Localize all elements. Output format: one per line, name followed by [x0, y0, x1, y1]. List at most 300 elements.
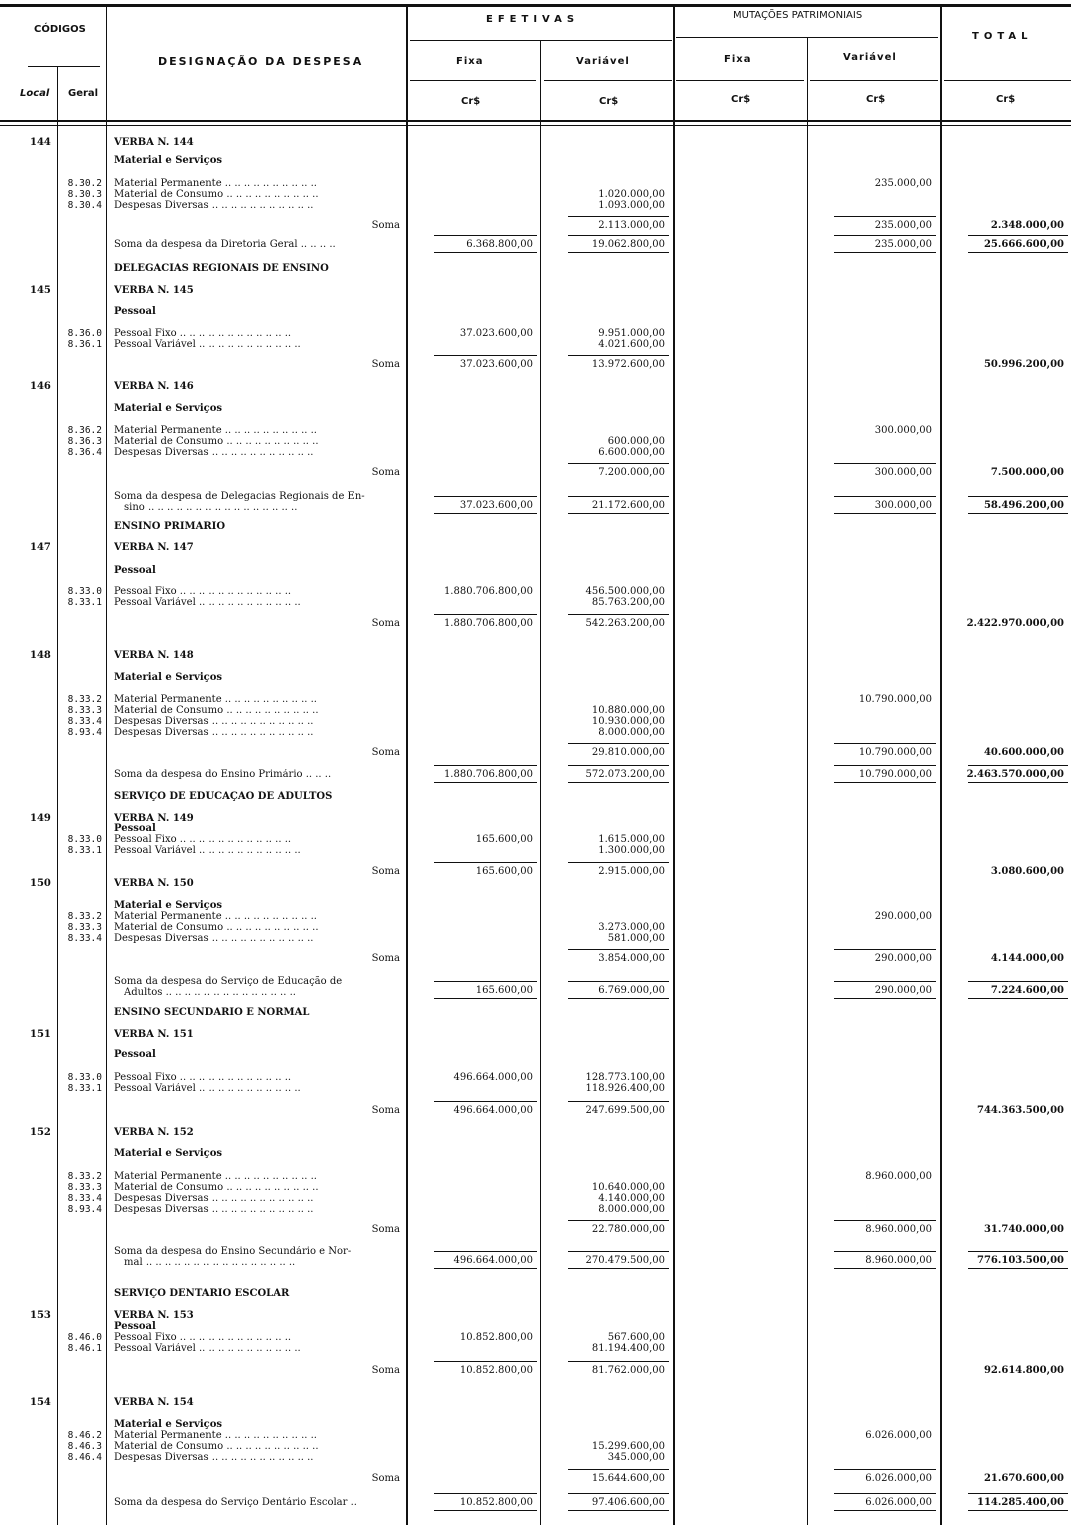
efetivas-variavel-value: 118.926.400,00 [585, 1083, 665, 1094]
item-label: Pessoal Fixo .. .. .. .. .. .. .. .. .. .. .. .. [114, 586, 292, 597]
item-label: Material de Consumo .. .. .. .. .. .. .. .. .. .. [114, 922, 319, 933]
item-label: Material de Consumo .. .. .. .. .. .. .. .. .. .. [114, 189, 319, 200]
total-rule-top [434, 496, 537, 497]
sum-rule [568, 949, 669, 950]
item-label: Material Permanente .. .. .. .. .. .. .. .. .. .. [114, 1171, 317, 1182]
local-code: 153 [30, 1310, 51, 1321]
soma-label: Soma [371, 1224, 400, 1235]
local-code: 150 [30, 878, 51, 889]
total-rule-top [434, 765, 537, 766]
efetivas-variavel-value: 270.479.500,00 [585, 1255, 665, 1266]
geral-code: 8.33.0 [67, 1072, 102, 1083]
item-label: Material Permanente .. .. .. .. .. .. .. .. .. .. [114, 694, 317, 705]
total-rule-bottom [568, 252, 669, 253]
efetivas-variavel-value: 7.200.000,00 [598, 467, 665, 478]
total-value: 50.996.200,00 [983, 359, 1064, 370]
efetivas-variavel-value: 97.406.600,00 [591, 1497, 665, 1508]
efetivas-variavel-value: 22.780.000,00 [591, 1224, 665, 1235]
item-label: Soma da despesa do Ensino Secundário e Nor- [114, 1246, 352, 1257]
efetivas-variavel-value: 247.699.500,00 [585, 1105, 665, 1116]
geral-code: 8.36.3 [67, 436, 102, 447]
geral-divider [106, 4, 107, 1525]
total-rule-bottom [968, 1510, 1068, 1511]
efetivas-fixa-value: 165.600,00 [475, 866, 533, 877]
total-rule-top [968, 496, 1068, 497]
total-rule-top [834, 765, 936, 766]
geral-code: 8.36.0 [67, 328, 102, 339]
efetivas-variavel-value: 9.951.000,00 [598, 328, 665, 339]
geral-code: 8.33.3 [67, 1182, 102, 1193]
total-rule-bottom [434, 998, 537, 999]
item-label: Soma da despesa do Serviço Dentário Escolar .. [114, 1497, 357, 1508]
efetivas-variavel-value: 1.300.000,00 [598, 845, 665, 856]
section-label: VERBA N. 144 [114, 137, 194, 148]
item-label: Pessoal Fixo .. .. .. .. .. .. .. .. .. .. .. .. [114, 834, 292, 845]
efetivas-variavel-value: 29.810.000,00 [591, 747, 665, 758]
currency-efetivas-fixa: Cr$ [461, 96, 481, 107]
mutacoes-variavel-value: 6.026.000,00 [865, 1430, 932, 1441]
section-label: Material e Serviços [114, 1419, 223, 1430]
total-rule-top [968, 235, 1068, 236]
total-rule-top [434, 981, 537, 982]
local-code: 144 [30, 137, 51, 148]
item-label: Despesas Diversas .. .. .. .. .. .. .. .. .. .. .. [114, 1193, 314, 1204]
desc-divider [406, 4, 408, 1525]
mutacoes-variavel-value: 300.000,00 [874, 500, 932, 511]
local-code: 154 [30, 1397, 51, 1408]
total-value: 40.600.000,00 [983, 747, 1064, 758]
total-rule-bottom [834, 1268, 936, 1269]
section-label: VERBA N. 151 [114, 1029, 194, 1040]
total-rule-top [834, 981, 936, 982]
efetivas-fixa-value: 165.600,00 [475, 985, 533, 996]
efetivas-fixa-value: 37.023.600,00 [459, 359, 533, 370]
total-value: 114.285.400,00 [977, 1497, 1064, 1508]
efetivas-variavel-value: 15.644.600,00 [591, 1473, 665, 1484]
item-label: Pessoal Variável .. .. .. .. .. .. .. .. .. .. .. [114, 1083, 301, 1094]
section-label: SERVIÇO DE EDUCAÇÃO DE ADULTOS [114, 791, 333, 802]
efetivas-variavel-value: 10.640.000,00 [591, 1182, 665, 1193]
efetivas-fixa-value: 496.664.000,00 [453, 1255, 533, 1266]
section-label: VERBA N. 150 [114, 878, 194, 889]
header-bottom-rule-2 [0, 125, 1071, 126]
sum-rule [834, 949, 936, 950]
total-rule-bottom [434, 513, 537, 514]
fixa-header-efetivas: Fixa [456, 56, 484, 67]
geral-header: Geral [68, 88, 99, 99]
geral-code: 8.46.0 [67, 1332, 102, 1343]
soma-label: Soma [371, 1473, 400, 1484]
sum-rule [834, 216, 936, 217]
efetivas-variavel-value: 2.113.000,00 [598, 220, 665, 231]
item-label: Despesas Diversas .. .. .. .. .. .. .. .. .. .. .. [114, 1452, 314, 1463]
efetivas-variavel-value: 1.093.000,00 [598, 200, 665, 211]
total-value: 2.422.970.000,00 [966, 618, 1064, 629]
sum-rule [568, 862, 669, 863]
efetivas-fixa-value: 37.023.600,00 [459, 328, 533, 339]
item-label-cont: Adultos .. .. .. .. .. .. .. .. .. .. .. .. .. .. [124, 987, 296, 998]
total-value: 7.224.600,00 [990, 985, 1064, 996]
local-code: 151 [30, 1029, 51, 1040]
efetivas-variavel-value: 3.273.000,00 [598, 922, 665, 933]
efetivas-variavel-value: 6.600.000,00 [598, 447, 665, 458]
efetivas-variavel-value: 1.020.000,00 [598, 189, 665, 200]
efetivas-variavel-value: 1.615.000,00 [598, 834, 665, 845]
total-value: 92.614.800,00 [983, 1365, 1064, 1376]
efetivas-variavel-value: 10.930.000,00 [591, 716, 665, 727]
efetivas-mid-divider [540, 40, 541, 1525]
currency-total: Cr$ [996, 94, 1016, 105]
section-label: VERBA N. 153 [114, 1310, 194, 1321]
total-rule-top [434, 235, 537, 236]
geral-code: 8.36.1 [67, 339, 102, 350]
section-label: VERBA N. 148 [114, 650, 194, 661]
sum-rule [568, 1101, 669, 1102]
codigos-header: CÓDIGOS [34, 24, 86, 35]
sum-rule [834, 743, 936, 744]
item-label: Despesas Diversas .. .. .. .. .. .. .. .. .. .. .. [114, 200, 314, 211]
item-label: Material Permanente .. .. .. .. .. .. .. .. .. .. [114, 1430, 317, 1441]
sum-rule [434, 1101, 537, 1102]
mutacoes-variavel-value: 8.960.000,00 [865, 1224, 932, 1235]
section-label: VERBA N. 146 [114, 381, 194, 392]
section-label: DELEGACIAS REGIONAIS DE ENSINO [114, 263, 329, 274]
total-rule-top [434, 1251, 537, 1252]
efetivas-variavel-value: 456.500.000,00 [585, 586, 665, 597]
item-label: Despesas Diversas .. .. .. .. .. .. .. .. .. .. .. [114, 716, 314, 727]
geral-code: 8.33.4 [67, 716, 102, 727]
sum-rule [568, 743, 669, 744]
currency-efetivas-variavel: Cr$ [599, 96, 619, 107]
soma-label: Soma [371, 1365, 400, 1376]
mutacoes-variavel-value: 10.790.000,00 [858, 747, 932, 758]
efetivas-variavel-value: 81.194.400,00 [591, 1343, 665, 1354]
efetivas-fixa-value: 10.852.800,00 [459, 1332, 533, 1343]
total-rule-bottom [968, 782, 1068, 783]
total-value: 7.500.000,00 [990, 467, 1064, 478]
section-label: Material e Serviços [114, 900, 223, 911]
item-label: Pessoal Fixo .. .. .. .. .. .. .. .. .. .. .. .. [114, 1332, 292, 1343]
item-label: Soma da despesa do Ensino Primário .. .. .. [114, 769, 332, 780]
item-label: Material Permanente .. .. .. .. .. .. .. .. .. .. [114, 178, 317, 189]
efetivas-fixa-value: 37.023.600,00 [459, 500, 533, 511]
fixa-rule-1 [410, 80, 536, 81]
total-rule-bottom [968, 252, 1068, 253]
local-code: 145 [30, 285, 51, 296]
total-rule [944, 80, 1071, 81]
mutacoes-variavel-value: 235.000,00 [874, 220, 932, 231]
item-label: Material de Consumo .. .. .. .. .. .. .. .. .. .. [114, 436, 319, 447]
soma-label: Soma [371, 1105, 400, 1116]
total-rule-bottom [434, 782, 537, 783]
efetivas-header: EFETIVAS [486, 14, 580, 25]
total-rule-bottom [434, 1510, 537, 1511]
total-rule-bottom [968, 998, 1068, 999]
mutacoes-variavel-value: 300.000,00 [874, 425, 932, 436]
geral-code: 8.33.2 [67, 694, 102, 705]
total-rule-top [434, 1493, 537, 1494]
sum-rule [568, 463, 669, 464]
geral-code: 8.46.4 [67, 1452, 102, 1463]
item-label: Material de Consumo .. .. .. .. .. .. .. .. .. .. [114, 705, 319, 716]
efetivas-variavel-value: 81.762.000,00 [591, 1365, 665, 1376]
soma-label: Soma [371, 953, 400, 964]
efetivas-variavel-value: 4.140.000,00 [598, 1193, 665, 1204]
total-rule-top [568, 765, 669, 766]
sum-rule [434, 355, 537, 356]
sum-rule [834, 1469, 936, 1470]
mutacoes-header: MUTAÇÕES PATRIMONIAIS [733, 10, 863, 21]
local-code: 148 [30, 650, 51, 661]
efetivas-variavel-value: 600.000,00 [607, 436, 665, 447]
item-label: Despesas Diversas .. .. .. .. .. .. .. .. .. .. .. [114, 933, 314, 944]
efetivas-variavel-value: 21.172.600,00 [591, 500, 665, 511]
efetivas-variavel-value: 10.880.000,00 [591, 705, 665, 716]
efetivas-fixa-value: 10.852.800,00 [459, 1365, 533, 1376]
sum-rule [568, 1469, 669, 1470]
mutacoes-variavel-value: 10.790.000,00 [858, 769, 932, 780]
section-label: Material e Serviços [114, 1148, 223, 1159]
section-label: Pessoal [114, 1321, 156, 1332]
geral-code: 8.33.2 [67, 911, 102, 922]
total-value: 31.740.000,00 [983, 1224, 1064, 1235]
efetivas-variavel-value: 572.073.200,00 [585, 769, 665, 780]
total-rule-top [834, 1493, 936, 1494]
efetivas-variavel-value: 2.915.000,00 [598, 866, 665, 877]
efetivas-fixa-value: 1.880.706.800,00 [443, 618, 533, 629]
currency-mutacoes-fixa: Cr$ [731, 94, 751, 105]
mutacoes-variavel-value: 6.026.000,00 [865, 1497, 932, 1508]
section-label: Pessoal [114, 1049, 156, 1060]
geral-code: 8.33.2 [67, 1171, 102, 1182]
total-rule-top [834, 235, 936, 236]
mutacoes-mid-divider [807, 37, 808, 1525]
total-value: 2.348.000,00 [990, 220, 1064, 231]
total-value: 4.144.000,00 [990, 953, 1064, 964]
mutacoes-variavel-value: 10.790.000,00 [858, 694, 932, 705]
total-rule-top [568, 1493, 669, 1494]
efetivas-fixa-value: 6.368.800,00 [466, 239, 533, 250]
section-label: VERBA N. 149 [114, 813, 194, 824]
soma-label: Soma [371, 747, 400, 758]
fixa-rule-2 [676, 80, 804, 81]
total-rule-bottom [568, 782, 669, 783]
sum-rule [568, 355, 669, 356]
item-label: Material Permanente .. .. .. .. .. .. .. .. .. .. [114, 425, 317, 436]
geral-code: 8.36.2 [67, 425, 102, 436]
item-label-cont: mal .. .. .. .. .. .. .. .. .. .. .. .. .. .. .. .. [124, 1257, 296, 1268]
item-label: Material Permanente .. .. .. .. .. .. .. .. .. .. [114, 911, 317, 922]
total-header: TOTAL [972, 31, 1033, 42]
local-divider [57, 66, 58, 1525]
variavel-rule-1 [544, 80, 672, 81]
mutacoes-end-divider [940, 4, 942, 1525]
total-rule-top [568, 1251, 669, 1252]
geral-code: 8.33.0 [67, 586, 102, 597]
total-rule-top [968, 765, 1068, 766]
sum-rule [434, 862, 537, 863]
section-label: Pessoal [114, 306, 156, 317]
total-rule-bottom [568, 1510, 669, 1511]
total-value: 58.496.200,00 [983, 500, 1064, 511]
sum-rule [434, 614, 537, 615]
top-rule [0, 4, 1071, 7]
item-label: Despesas Diversas .. .. .. .. .. .. .. .. .. .. .. [114, 1204, 314, 1215]
item-label: Pessoal Fixo .. .. .. .. .. .. .. .. .. .. .. .. [114, 1072, 292, 1083]
total-rule-bottom [834, 998, 936, 999]
efetivas-variavel-value: 542.263.200,00 [585, 618, 665, 629]
efetivas-variavel-value: 19.062.800,00 [591, 239, 665, 250]
codigos-rule [28, 66, 100, 67]
mutacoes-variavel-value: 235.000,00 [874, 239, 932, 250]
geral-code: 8.36.4 [67, 447, 102, 458]
total-value: 21.670.600,00 [983, 1473, 1064, 1484]
total-rule-bottom [834, 252, 936, 253]
section-label: Pessoal [114, 823, 156, 834]
section-label: SERVIÇO DENTÁRIO ESCOLAR [114, 1288, 290, 1299]
section-label: VERBA N. 154 [114, 1397, 194, 1408]
item-label: Pessoal Variável .. .. .. .. .. .. .. .. .. .. .. [114, 1343, 301, 1354]
local-header: Local [20, 88, 50, 99]
geral-code: 8.30.4 [67, 200, 102, 211]
item-label: Material de Consumo .. .. .. .. .. .. .. .. .. .. [114, 1182, 319, 1193]
efetivas-variavel-value: 13.972.600,00 [591, 359, 665, 370]
efetivas-variavel-value: 567.600,00 [607, 1332, 665, 1343]
soma-label: Soma [371, 866, 400, 877]
efetivas-fixa-value: 165.600,00 [475, 834, 533, 845]
efetivas-fixa-value: 1.880.706.800,00 [443, 586, 533, 597]
total-rule-top [834, 1251, 936, 1252]
total-rule-bottom [568, 1268, 669, 1269]
sum-rule [434, 1361, 537, 1362]
geral-code: 8.46.3 [67, 1441, 102, 1452]
soma-label: Soma [371, 220, 400, 231]
geral-code: 8.30.2 [67, 178, 102, 189]
efetivas-variavel-value: 4.021.600,00 [598, 339, 665, 350]
item-label: Soma da despesa do Serviço de Educação de [114, 976, 343, 987]
mutacoes-variavel-value: 290.000,00 [874, 953, 932, 964]
soma-label: Soma [371, 467, 400, 478]
efetivas-fixa-value: 496.664.000,00 [453, 1072, 533, 1083]
geral-code: 8.30.3 [67, 189, 102, 200]
mutacoes-variavel-value: 290.000,00 [874, 911, 932, 922]
total-rule-top [568, 235, 669, 236]
geral-code: 8.33.4 [67, 1193, 102, 1204]
section-label: VERBA N. 152 [114, 1127, 194, 1138]
efetivas-variavel-value: 8.000.000,00 [598, 727, 665, 738]
local-code: 146 [30, 381, 51, 392]
total-rule-bottom [568, 513, 669, 514]
geral-code: 8.33.0 [67, 834, 102, 845]
designacao-header: DESIGNAÇÃO DA DESPESA [158, 55, 364, 68]
efetivas-variavel-value: 3.854.000,00 [598, 953, 665, 964]
total-value: 3.080.600,00 [990, 866, 1064, 877]
efetivas-variavel-value: 15.299.600,00 [591, 1441, 665, 1452]
section-label: Material e Serviços [114, 155, 223, 166]
efetivas-rule [410, 40, 672, 41]
geral-code: 8.46.2 [67, 1430, 102, 1441]
total-rule-bottom [568, 998, 669, 999]
item-label: Pessoal Fixo .. .. .. .. .. .. .. .. .. .. .. .. [114, 328, 292, 339]
item-label: Pessoal Variável .. .. .. .. .. .. .. .. .. .. .. [114, 597, 301, 608]
efetivas-variavel-value: 581.000,00 [607, 933, 665, 944]
total-rule-top [568, 981, 669, 982]
geral-code: 8.33.3 [67, 922, 102, 933]
variavel-header-efetivas: Variável [576, 56, 630, 67]
geral-code: 8.33.1 [67, 1083, 102, 1094]
section-label: ENSINO SECUNDÁRIO E NORMAL [114, 1007, 310, 1018]
soma-label: Soma [371, 359, 400, 370]
mutacoes-variavel-value: 6.026.000,00 [865, 1473, 932, 1484]
soma-label: Soma [371, 618, 400, 629]
sum-rule [568, 1361, 669, 1362]
mutacoes-variavel-value: 290.000,00 [874, 985, 932, 996]
total-rule-bottom [834, 513, 936, 514]
total-value: 2.463.570.000,00 [966, 769, 1064, 780]
total-rule-top [834, 496, 936, 497]
sum-rule [568, 614, 669, 615]
efetivas-variavel-value: 8.000.000,00 [598, 1204, 665, 1215]
sum-rule [834, 463, 936, 464]
total-rule-top [968, 1251, 1068, 1252]
geral-code: 8.46.1 [67, 1343, 102, 1354]
mutacoes-variavel-value: 235.000,00 [874, 178, 932, 189]
total-rule-bottom [434, 1268, 537, 1269]
total-rule-bottom [834, 782, 936, 783]
efetivas-fixa-value: 496.664.000,00 [453, 1105, 533, 1116]
fixa-header-mutacoes: Fixa [724, 54, 752, 65]
geral-code: 8.33.1 [67, 845, 102, 856]
geral-code: 8.33.1 [67, 597, 102, 608]
geral-code: 8.33.3 [67, 705, 102, 716]
section-label: VERBA N. 147 [114, 542, 194, 553]
section-label: Material e Serviços [114, 672, 223, 683]
item-label-cont: sino .. .. .. .. .. .. .. .. .. .. .. .. .. .. .. .. [124, 502, 298, 513]
total-rule-bottom [968, 1268, 1068, 1269]
header-bottom-rule [0, 120, 1071, 122]
sum-rule [834, 1220, 936, 1221]
mutacoes-variavel-value: 300.000,00 [874, 467, 932, 478]
geral-code: 8.93.4 [67, 727, 102, 738]
efetivas-variavel-value: 6.769.000,00 [598, 985, 665, 996]
item-label: Pessoal Variável .. .. .. .. .. .. .. .. .. .. .. [114, 339, 301, 350]
item-label: Soma da despesa de Delegacias Regionais de En- [114, 491, 365, 502]
section-label: Material e Serviços [114, 403, 223, 414]
section-label: Pessoal [114, 565, 156, 576]
total-value: 776.103.500,00 [977, 1255, 1064, 1266]
total-rule-top [968, 1493, 1068, 1494]
item-label: Material de Consumo .. .. .. .. .. .. .. .. .. .. [114, 1441, 319, 1452]
currency-mutacoes-variavel: Cr$ [866, 94, 886, 105]
local-code: 147 [30, 542, 51, 553]
sum-rule [568, 1220, 669, 1221]
efetivas-fixa-value: 10.852.800,00 [459, 1497, 533, 1508]
local-code: 152 [30, 1127, 51, 1138]
total-rule-bottom [434, 252, 537, 253]
efetivas-fixa-value: 1.880.706.800,00 [443, 769, 533, 780]
geral-code: 8.33.4 [67, 933, 102, 944]
mutacoes-variavel-value: 8.960.000,00 [865, 1171, 932, 1182]
geral-code: 8.93.4 [67, 1204, 102, 1215]
efetivas-variavel-value: 85.763.200,00 [591, 597, 665, 608]
item-label: Despesas Diversas .. .. .. .. .. .. .. .. .. .. .. [114, 447, 314, 458]
item-label: Soma da despesa da Diretoria Geral .. .. .. .. [114, 239, 336, 250]
section-label: ENSINO PRIMÁRIO [114, 521, 226, 532]
total-value: 25.666.600,00 [983, 239, 1064, 250]
total-rule-top [968, 981, 1068, 982]
local-code: 149 [30, 813, 51, 824]
efetivas-variavel-value: 345.000,00 [607, 1452, 665, 1463]
